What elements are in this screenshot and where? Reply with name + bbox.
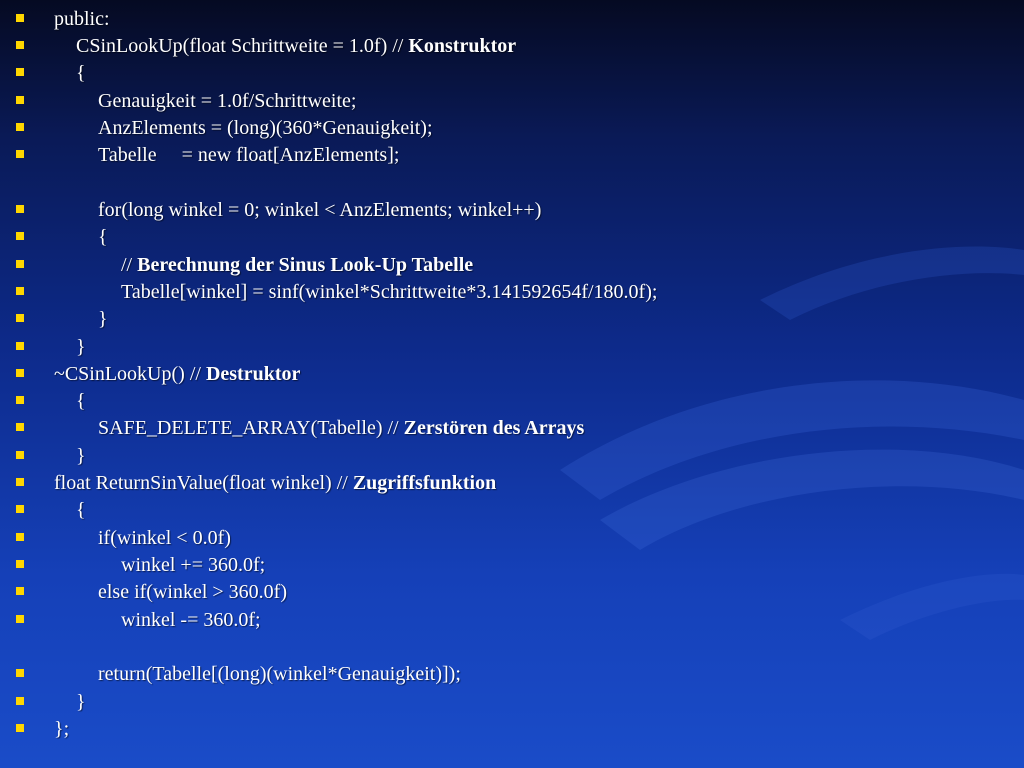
code-statement: } (76, 336, 86, 358)
square-bullet-icon (16, 451, 24, 459)
code-statement: else if(winkel > 360.0f) (98, 581, 288, 603)
square-bullet-icon (16, 615, 24, 623)
square-bullet-icon (16, 505, 24, 513)
code-text (76, 60, 86, 86)
code-line (0, 170, 1024, 197)
code-line (0, 306, 1024, 333)
code-line (0, 579, 1024, 606)
square-bullet-icon (16, 587, 24, 595)
code-text (76, 689, 86, 715)
code-line (0, 716, 1024, 743)
code-statement: winkel -= 360.0f; (121, 609, 261, 631)
code-text (54, 470, 496, 496)
code-line (0, 443, 1024, 470)
code-line (0, 415, 1024, 442)
code-statement: for(long winkel = 0; winkel < AnzElements; winkel++) (98, 199, 542, 221)
square-bullet-icon (16, 68, 24, 76)
code-line (0, 497, 1024, 524)
code-comment: Zugriffsfunktion (352, 472, 497, 494)
code-statement: CSinLookUp(float Schrittweite = 1.0f) // (76, 35, 409, 57)
code-line (0, 33, 1024, 60)
code-comment: Destruktor (205, 363, 301, 385)
square-bullet-icon (16, 724, 24, 732)
code-statement: if(winkel < 0.0f) (98, 527, 231, 549)
code-statement: } (76, 445, 86, 467)
square-bullet-icon (16, 314, 24, 322)
code-line (0, 60, 1024, 87)
code-text (121, 607, 261, 633)
code-text (54, 716, 69, 742)
code-line (0, 88, 1024, 115)
square-bullet-icon (16, 260, 24, 268)
code-line (0, 6, 1024, 33)
code-statement: return(Tabelle[(long)(winkel*Genauigkeit)]); (98, 663, 461, 685)
code-line (0, 334, 1024, 361)
code-text (54, 6, 110, 32)
code-text (98, 224, 108, 250)
code-line (0, 607, 1024, 634)
code-text (54, 361, 300, 387)
square-bullet-icon (16, 96, 24, 104)
code-line (0, 388, 1024, 415)
code-statement: }; (54, 718, 70, 740)
code-line (0, 661, 1024, 688)
square-bullet-icon (16, 41, 24, 49)
square-bullet-icon (16, 669, 24, 677)
square-bullet-icon (16, 478, 24, 486)
code-text (76, 388, 86, 414)
code-text (76, 443, 86, 469)
square-bullet-icon (16, 150, 24, 158)
code-line (0, 634, 1024, 661)
code-statement: float ReturnSinValue(float winkel) // (54, 472, 353, 494)
code-statement: Tabelle[winkel] = sinf(winkel*Schrittweite*3.141592654f/180.0f); (121, 281, 658, 303)
square-bullet-icon (16, 697, 24, 705)
code-text (76, 497, 86, 523)
code-line (0, 552, 1024, 579)
code-line (0, 115, 1024, 142)
square-bullet-icon (16, 369, 24, 377)
code-statement: } (98, 308, 108, 330)
square-bullet-icon (16, 232, 24, 240)
code-statement: winkel += 360.0f; (121, 554, 266, 576)
square-bullet-icon (16, 14, 24, 22)
code-statement: SAFE_DELETE_ARRAY(Tabelle) // (98, 417, 404, 439)
code-statement: ~CSinLookUp() // (54, 363, 206, 385)
square-bullet-icon (16, 396, 24, 404)
square-bullet-icon (16, 342, 24, 350)
code-statement: { (98, 226, 108, 248)
code-text (76, 33, 516, 59)
code-statement: { (76, 62, 86, 84)
code-line (0, 197, 1024, 224)
code-text (98, 115, 433, 141)
code-line (0, 525, 1024, 552)
code-line (0, 279, 1024, 306)
square-bullet-icon (16, 533, 24, 541)
code-comment: Zerstören des Arrays (403, 417, 585, 439)
code-text (98, 88, 356, 114)
code-line (0, 252, 1024, 279)
code-line (0, 470, 1024, 497)
code-text (98, 661, 461, 687)
code-statement: public: (54, 8, 110, 30)
code-statement: // (121, 254, 138, 276)
code-text (76, 334, 86, 360)
code-comment: Konstruktor (408, 35, 517, 57)
code-statement: Genauigkeit = 1.0f/Schrittweite; (98, 90, 357, 112)
code-text (121, 252, 473, 278)
code-statement: { (76, 499, 86, 521)
code-comment: Berechnung der Sinus Look-Up Tabelle (137, 254, 474, 276)
square-bullet-icon (16, 287, 24, 295)
code-text (98, 415, 584, 441)
code-statement: Tabelle = new float[AnzElements]; (98, 144, 400, 166)
code-text (98, 579, 287, 605)
code-line (0, 361, 1024, 388)
code-text (98, 306, 108, 332)
code-text (98, 525, 231, 551)
code-text (98, 142, 399, 168)
square-bullet-icon (16, 423, 24, 431)
code-statement: } (76, 691, 86, 713)
code-line (0, 689, 1024, 716)
code-text (121, 552, 265, 578)
code-line (0, 224, 1024, 251)
code-line (0, 142, 1024, 169)
square-bullet-icon (16, 560, 24, 568)
code-text (98, 197, 541, 223)
code-text (121, 279, 657, 305)
square-bullet-icon (16, 205, 24, 213)
code-statement: { (76, 390, 86, 412)
code-statement: AnzElements = (long)(360*Genauigkeit); (98, 117, 433, 139)
square-bullet-icon (16, 123, 24, 131)
